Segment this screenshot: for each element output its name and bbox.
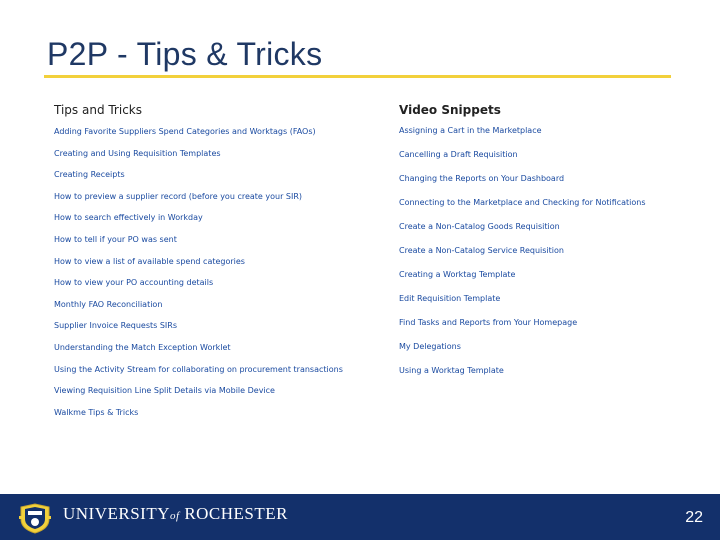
list-item bbox=[54, 313, 384, 335]
tip-link[interactable]: Walkme Tips & Tricks bbox=[54, 407, 139, 417]
tip-link[interactable]: Monthly FAO Reconciliation bbox=[54, 299, 163, 309]
video-link[interactable]: Creating a Worktag Template bbox=[399, 270, 516, 279]
university-wordmark bbox=[63, 504, 288, 524]
list-item bbox=[399, 309, 699, 333]
list-item bbox=[54, 400, 384, 422]
list-item bbox=[399, 333, 699, 357]
tip-link[interactable]: Adding Favorite Suppliers Spend Categories and Worktags (FAOs) bbox=[54, 127, 316, 136]
video-link[interactable]: Create a Non-Catalog Goods Requisition bbox=[399, 222, 560, 231]
wordmark-of: of bbox=[170, 510, 180, 522]
title-underline bbox=[44, 75, 671, 78]
list-item bbox=[54, 292, 384, 314]
videos-list bbox=[399, 117, 699, 381]
tips-column bbox=[54, 101, 384, 421]
tip-link[interactable]: Supplier Invoice Requests SIRs bbox=[54, 321, 178, 331]
list-item bbox=[399, 237, 699, 261]
list-item bbox=[399, 285, 699, 309]
tip-link[interactable]: Creating and Using Requisition Templates bbox=[54, 148, 221, 158]
tips-heading: Tips and Tricks bbox=[54, 103, 143, 117]
list-item bbox=[399, 165, 699, 189]
list-item bbox=[54, 378, 384, 400]
video-link[interactable]: Find Tasks and Reports from Your Homepage bbox=[399, 318, 578, 327]
video-link[interactable]: Assigning a Cart in the Marketplace bbox=[399, 126, 542, 135]
tips-list bbox=[54, 119, 384, 421]
tip-link[interactable]: Understanding the Match Exception Worklet bbox=[54, 342, 231, 352]
list-item bbox=[54, 357, 384, 379]
tip-link[interactable]: How to preview a supplier record (before you create your SIR) bbox=[54, 191, 303, 201]
university-shield-icon bbox=[17, 499, 53, 535]
tip-link[interactable]: How to tell if your PO was sent bbox=[54, 234, 177, 244]
video-link[interactable]: Using a Worktag Template bbox=[399, 366, 504, 375]
list-item bbox=[399, 141, 699, 165]
tip-link[interactable]: Creating Receipts bbox=[54, 170, 125, 180]
page-number: 22 bbox=[685, 509, 703, 526]
list-item bbox=[399, 357, 699, 381]
tip-link[interactable]: How to view a list of available spend categories bbox=[54, 256, 245, 266]
list-item bbox=[54, 119, 384, 141]
list-item bbox=[54, 249, 384, 271]
list-item bbox=[54, 162, 384, 184]
wordmark-rochester: ROCHESTER bbox=[184, 504, 288, 523]
list-item bbox=[54, 270, 384, 292]
tip-link[interactable]: How to search effectively in Workday bbox=[54, 213, 203, 223]
footer-bar bbox=[0, 494, 720, 540]
list-item bbox=[54, 227, 384, 249]
wordmark-university: UNIVERSITY bbox=[63, 504, 170, 523]
video-link[interactable]: Connecting to the Marketplace and Checking for Notifications bbox=[399, 198, 646, 207]
list-item bbox=[399, 261, 699, 285]
tip-link[interactable]: Using the Activity Stream for collaborating on procurement transactions bbox=[54, 364, 343, 374]
tip-link[interactable]: How to view your PO accounting details bbox=[54, 278, 214, 288]
list-item bbox=[54, 184, 384, 206]
list-item bbox=[54, 141, 384, 163]
video-link[interactable]: Changing the Reports on Your Dashboard bbox=[399, 174, 565, 183]
list-item bbox=[399, 189, 699, 213]
video-link[interactable]: Cancelling a Draft Requisition bbox=[399, 150, 518, 159]
list-item bbox=[54, 205, 384, 227]
video-link[interactable]: My Delegations bbox=[399, 342, 461, 351]
list-item bbox=[399, 213, 699, 237]
list-item bbox=[54, 335, 384, 357]
slide-title: P2P - Tips & Tricks bbox=[47, 36, 323, 72]
list-item bbox=[399, 117, 699, 141]
tip-link[interactable]: Viewing Requisition Line Split Details via Mobile Device bbox=[54, 386, 275, 396]
video-link[interactable]: Create a Non-Catalog Service Requisition bbox=[399, 246, 564, 255]
video-link[interactable]: Edit Requisition Template bbox=[399, 294, 501, 303]
videos-column bbox=[399, 101, 699, 381]
videos-heading: Video Snippets bbox=[399, 103, 501, 117]
